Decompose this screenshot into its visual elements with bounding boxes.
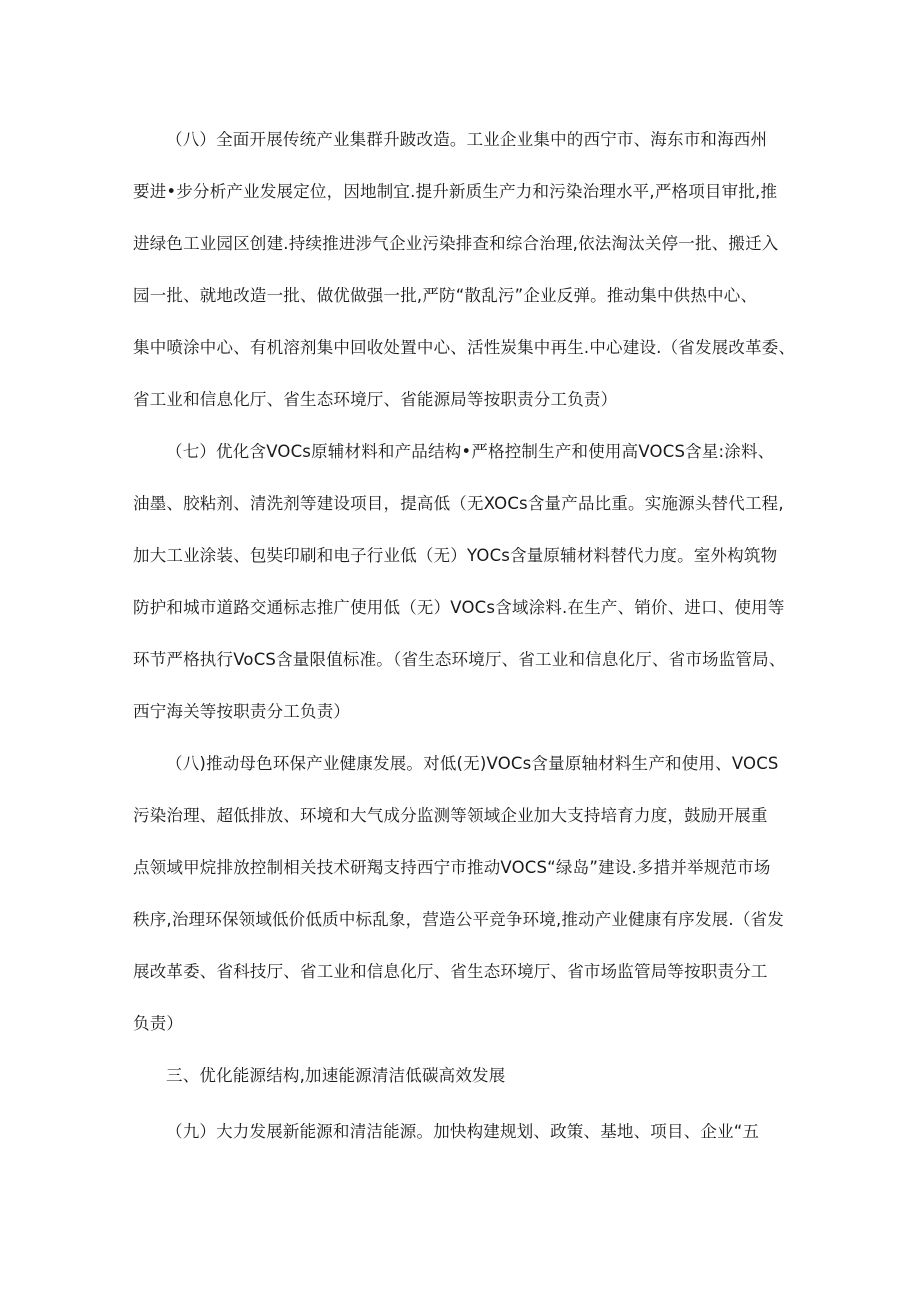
paragraph-2-line-1: （七）优化含VOCs原辅材料和产品结构•严格控制生产和使用高VOCS含星:涂料、: [166, 442, 775, 461]
paragraph-3-line-1: （八)推动母色环保产业健康发展。对低(无)VOCs含量原轴材料生产和使用、VOCS: [166, 754, 779, 773]
section-heading: 三、优化能源结构,加速能源清洁低碳高效发展: [166, 1066, 506, 1085]
paragraph-1-line-5: 集中喷涂中心、有机溶剂集中回收处置中心、活性炭集中再生.中心建设.（省发展改革委、: [133, 338, 796, 357]
paragraph-1-line-1: （八）全面开展传统产业集群升跛改造。工业企业集中的西宁市、海东市和海西州: [166, 130, 768, 149]
paragraph-2-line-5: 环节严格执行VoCS含量限值标准。（省生态环境厅、省工业和信息化厅、省市场监管局、: [133, 650, 786, 669]
paragraph-1-line-6: 省工业和信息化厅、省生态环境厅、省能源局等按职责分工负责）: [133, 390, 618, 409]
paragraph-3-line-4: 秩序,治理环保领域低价低质中标乱象，营造公平竞争环境,推动产业健康有序发展.（省发: [133, 910, 784, 929]
paragraph-1-line-2: 要进•步分析产业发展定位，因地制宜.提升新质生产力和污染治理水平,严格项目审批,推: [133, 182, 778, 201]
paragraph-2-line-6: 西宁海关等按职责分工负责）: [133, 702, 351, 721]
paragraph-3-line-5: 展改革委、省科技厅、省工业和信息化厅、省生态环境厅、省市场监管局等按职责分工: [133, 962, 768, 981]
paragraph-4-line-1: （九）大力发展新能源和清洁能源。加快构建规划、政策、基地、项目、企业“五: [166, 1122, 760, 1141]
paragraph-2-line-4: 防护和城市道路交通标志推广使用低（无）VOCs含域涂料.在生产、销价、进口、使用等: [133, 598, 785, 617]
paragraph-1-line-3: 进绿色工业园区创建.持续推进涉气企业污染排查和综合治理,依法淘汰关停一批、搬迁入: [133, 234, 779, 253]
paragraph-1-line-4: 园一批、就地改造一批、做优做强一批,严防“散乱污”企业反弹。推动集中供热中心、: [133, 286, 758, 305]
paragraph-3-line-2: 污染治理、超低排放、环境和大气成分监测等领域企业加大支持培育力度，鼓励开展重: [133, 806, 768, 825]
paragraph-2-line-2: 油墨、胶粘剂、清洗剂等建设项目，提高低（无XOCs含量产品比重。实施源头替代工程,: [133, 494, 784, 513]
paragraph-3-line-6: 负责）: [133, 1014, 184, 1033]
paragraph-2-line-3: 加大工业涂装、包奘印刷和电子行业低（无）YOCs含量原辅材料替代力度。室外构筑物: [133, 546, 778, 565]
paragraph-3-line-3: 点领域甲烷排放控制相关技术研羯支持西宁市推动VOCS“绿岛”建设.多措并举规范市场: [133, 858, 771, 877]
